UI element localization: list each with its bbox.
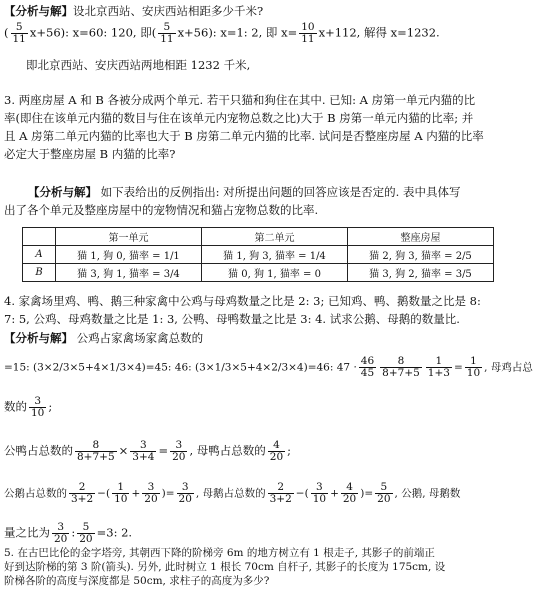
fraction [170, 440, 187, 463]
table-cell: A [23, 246, 56, 264]
text: 如下表给出的反例指出: 对所提出问题的回答应该是否定的. 表中具体写 [100, 185, 461, 199]
denominator: 3+2 [71, 493, 94, 505]
numerator: 2 [69, 482, 95, 494]
denominator: 20 [54, 533, 68, 545]
text: ( [4, 25, 9, 40]
table-header-cell: 第二单元 [202, 228, 348, 246]
fraction [268, 440, 285, 463]
denominator: 1+3 [427, 367, 450, 379]
text: 公鹅占总数的 [4, 487, 67, 500]
text: , 母鸡占总 [484, 361, 533, 374]
denominator: 10 [31, 407, 45, 419]
table-header-cell: 整座房屋 [348, 228, 494, 246]
denominator: 3+2 [269, 493, 292, 505]
table-header-row [23, 228, 494, 246]
fraction [426, 356, 452, 379]
answer-3-line-2: 出了各个单元及整座房屋中的宠物情况和猫占宠物总数的比率. [4, 203, 319, 217]
denominator: 20 [377, 493, 391, 505]
table-cell: 猫 2, 狗 3, 猫率 = 2/5 [348, 246, 494, 264]
fraction [142, 482, 159, 505]
fraction [130, 440, 156, 463]
text: x+56): x=1: 2, 即 x= [177, 25, 298, 40]
table-cell: 猫 3, 狗 1, 猫率 = 3/4 [56, 264, 202, 282]
text: )= [360, 487, 374, 500]
numerator: 5 [77, 522, 94, 534]
denominator: 20 [269, 451, 284, 463]
table-header-cell: 第一单元 [56, 228, 202, 246]
text: x+112, 解得 x=1232. [318, 25, 440, 40]
denominator: 20 [144, 493, 158, 505]
text: =3: 2. [96, 525, 133, 540]
fraction [177, 482, 194, 505]
fraction [311, 482, 328, 505]
denominator: 11 [12, 33, 26, 45]
answer-4-line-2 [4, 355, 533, 379]
numerator: 1 [112, 482, 129, 494]
text: 量之比为 [4, 525, 50, 540]
answer-4-line-3 [4, 396, 506, 419]
text: 数的 [4, 399, 27, 414]
question-3-line-2: 率(即住在该单元内猫的数目与住在该单元内宠物总数之比)大于 B 房第一单元内猫的比率; 并 [4, 111, 474, 125]
fraction [375, 482, 392, 505]
fraction [465, 356, 482, 379]
answer-4-line-5 [4, 482, 506, 505]
fraction [75, 440, 117, 463]
numerator: 4 [341, 482, 358, 494]
answer-4-line-6 [4, 522, 506, 545]
text: , 母鹅占总数的 [195, 487, 266, 500]
denominator: 45 [360, 367, 375, 379]
answer-3-line-1 [28, 185, 506, 200]
question-3-line-4: 必定大于整座房屋 B 内猫的比率? [4, 147, 176, 161]
fraction [112, 482, 129, 505]
table-row [23, 246, 494, 264]
numerator: 2 [268, 482, 294, 494]
question-5-line-1: 5. 在古巴比伦的金字塔旁, 其朝西下降的阶梯旁 6m 的地方树立有 1 根走子, 其影子的前端正 [4, 547, 435, 559]
table-cell: 猫 1, 狗 0, 猫率 = 1/1 [56, 246, 202, 264]
text: 设北京西站、安庆西站相距多少千米? [73, 4, 264, 18]
question-3-line-1: 3. 两座房屋 A 和 B 各被分成两个单元. 若干只猫和狗住在其中. 已知: A 房第一单元内猫的比 [4, 93, 476, 107]
answer-line [4, 4, 506, 19]
denominator: 11 [160, 33, 174, 45]
text: x+56): x=60: 120, 即( [29, 25, 157, 40]
denominator: 20 [178, 493, 192, 505]
text: 公鸭占总数的 [4, 443, 73, 458]
analysis-label: 【分析与解】 [4, 4, 73, 18]
denominator: 11 [301, 33, 315, 45]
numerator: 3 [130, 440, 156, 452]
table-cell: 猫 3, 狗 2, 猫率 = 3/5 [348, 264, 494, 282]
fraction [11, 22, 28, 45]
text: , 公鹅, 母鹅数 [394, 487, 461, 500]
conclusion-line: 即北京西站、安庆西站两地相距 1232 千米, [26, 58, 251, 72]
text: , 母鸭占总数的 [189, 443, 266, 458]
text: ; [48, 399, 53, 414]
denominator: 20 [342, 493, 357, 505]
numerator: 5 [11, 22, 28, 34]
answer-4-line-1 [4, 331, 506, 346]
numerator: 10 [301, 21, 315, 33]
analysis-label: 【分析与解】 [4, 331, 73, 345]
numerator: 8 [380, 356, 422, 368]
numerator: 1 [426, 356, 452, 368]
text: −( [295, 487, 309, 500]
numerator: 5 [158, 22, 175, 34]
numerator: 3 [29, 396, 46, 408]
denominator: 10 [312, 493, 327, 505]
text: −( [97, 487, 111, 500]
denominator: 10 [114, 493, 128, 505]
fraction [29, 396, 46, 419]
table-cell: 猫 1, 狗 3, 猫率 = 1/4 [202, 246, 348, 264]
numerator: 4 [268, 440, 285, 452]
text: × [118, 443, 129, 458]
counterexample-table [22, 227, 494, 282]
denominator: 8+7+5 [382, 367, 420, 379]
question-3-line-3: 且 A 房第二单元内猫的比率也大于 B 房第二单元内猫的比率. 试问是否整座房屋 A 内猫的比率 [4, 129, 484, 143]
numerator: 5 [375, 482, 392, 494]
denominator: 20 [172, 451, 186, 463]
table-cell: B [23, 264, 56, 282]
fraction [341, 482, 358, 505]
table-row [23, 264, 494, 282]
question-4-line-1: 4. 家禽场里鸡、鸭、鹅三种家禽中公鸡与母鸡数量之比是 2: 3; 已知鸡、鸭、鹅数量之比是 8: [4, 294, 481, 308]
text: =15: (3×2/3×5+4×1/3×4)=45: 46: (3×1/3×5+4×2/3×4)=46: 47 · [4, 361, 357, 374]
question-5-line-2: 好到达阶梯的第 3 阶(箭头). 另外, 此时树立 1 根长 70cm 自杆子, 其影子的长度为 175cm, 设 [4, 561, 446, 573]
text: = [158, 443, 169, 458]
table-cell: 猫 0, 狗 1, 猫率 = 0 [202, 264, 348, 282]
text: = [453, 361, 463, 374]
text: + [131, 487, 141, 500]
numerator: 3 [311, 482, 328, 494]
denominator: 20 [79, 533, 93, 545]
numerator: 3 [52, 522, 69, 534]
table-header-cell [23, 228, 56, 246]
equation-line [4, 22, 506, 45]
denominator: 8+7+5 [77, 451, 115, 463]
denominator: 10 [466, 367, 481, 379]
numerator: 3 [142, 482, 159, 494]
fraction [52, 522, 69, 545]
numerator: 8 [75, 440, 117, 452]
numerator: 1 [465, 356, 482, 368]
text: + [330, 487, 339, 500]
answer-4-line-4 [4, 440, 506, 463]
text: 公鸡占家禽场家禽总数的 [76, 331, 204, 345]
fraction [359, 356, 376, 379]
fraction [299, 22, 316, 45]
numerator: 3 [177, 482, 194, 494]
fraction [69, 482, 95, 505]
analysis-label: 【分析与解】 [28, 185, 97, 199]
question-5-line-3: 阶梯各阶的高度与深度都是 50cm, 求柱子的高度为多少? [4, 575, 270, 587]
fraction [77, 522, 94, 545]
numerator: 46 [360, 355, 375, 367]
text: )= [161, 487, 175, 500]
denominator: 3+4 [132, 451, 155, 463]
fraction [158, 22, 175, 45]
text: ; [287, 443, 292, 458]
fraction [268, 482, 294, 505]
fraction [380, 356, 422, 379]
numerator: 3 [170, 440, 187, 452]
question-4-line-2: 7: 5, 公鸡、母鸡数量之比是 1: 3, 公鸭、母鸭数量之比是 3: 4. 试求公鹅、母鹅的数量比. [4, 312, 460, 326]
text: : [71, 525, 76, 540]
